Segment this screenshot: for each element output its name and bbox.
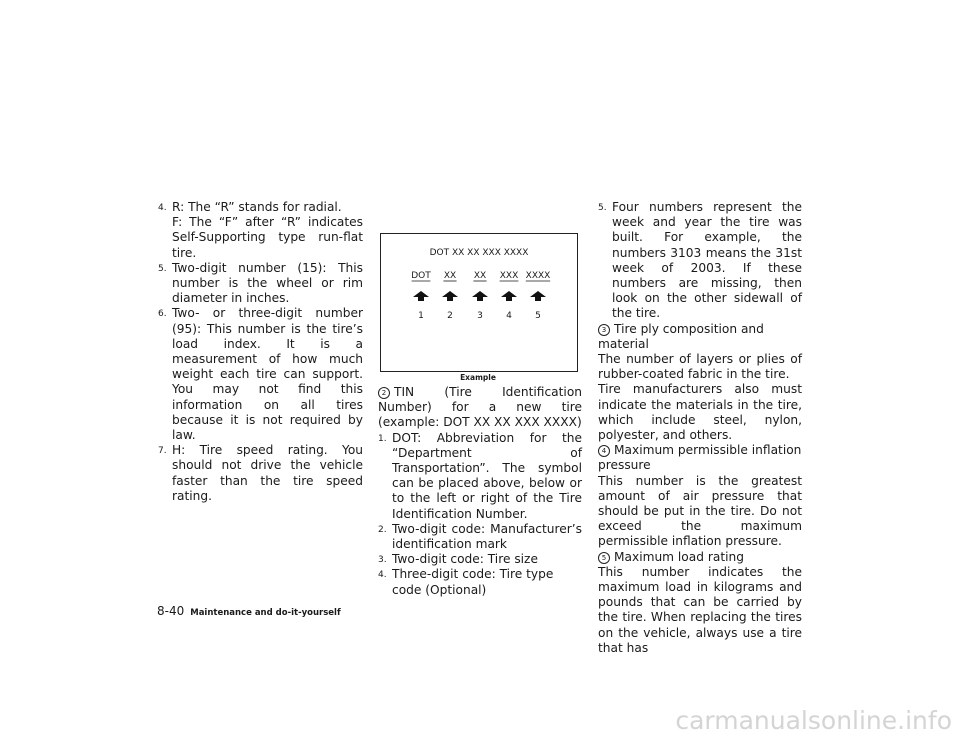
load-heading-text: Maximum load rating: [614, 549, 744, 564]
item-number: 5.: [598, 203, 607, 213]
item-number: 2.: [378, 524, 387, 535]
dot-diagram-svg: [381, 234, 577, 371]
paragraph: Tire manufacturers also must indicate the materials in the tire, which include steel, nylon, polyester, and others.: [598, 382, 802, 443]
circled-number-marker: 4: [598, 445, 610, 457]
list-item-5: [598, 200, 802, 322]
up-arrow-icon: [472, 291, 488, 301]
item-text: Two-digit code: Manufacturer’s identification mark: [392, 521, 582, 552]
left-column: [158, 200, 363, 504]
list-item-3: [378, 552, 582, 567]
right-column: [598, 200, 802, 656]
segment-number-1: 1: [418, 311, 424, 321]
up-arrow-icon: [501, 291, 517, 301]
item-number: 4.: [158, 203, 167, 213]
up-arrow-icon: [530, 291, 546, 301]
page-footer: [157, 604, 341, 618]
item-text: H: Tire speed rating. You should not drive the vehicle faster than the tire speed rating.: [172, 443, 363, 503]
list-item-6: [158, 306, 363, 443]
paragraph: This number indicates the maximum load in kilograms and pounds that can be carried by the tire. When replacing the tires on the vehicle, always use a tire that has: [598, 564, 802, 655]
circled-number-marker: 3: [598, 324, 610, 336]
diagram-top-text: DOT XX XX XXX XXXX: [429, 248, 529, 258]
inflation-heading: [598, 443, 802, 473]
segment-label-1: DOT: [411, 271, 431, 281]
tin-heading-text: TIN (Tire Identification Number) for a new tire (example: DOT XX XX XXX XXXX): [378, 385, 582, 430]
middle-column: [378, 385, 582, 598]
section-title: Maintenance and do-it-yourself: [190, 608, 341, 618]
item-text: Two-digit number (15): This number is the wheel or rim diameter in inches.: [172, 260, 363, 306]
item-number: 6.: [158, 309, 167, 320]
ply-heading-text: Tire ply composition and material: [598, 321, 764, 351]
diagram-caption: Example: [460, 373, 496, 382]
list-item-1: [378, 431, 582, 522]
tin-heading: [378, 385, 582, 431]
item-number: 4.: [378, 570, 387, 581]
item-number: 3.: [378, 555, 387, 566]
list-item-5: [158, 261, 363, 307]
up-arrow-icon: [442, 291, 458, 301]
load-heading: [598, 550, 802, 565]
item-number: 7.: [158, 446, 167, 457]
list-item-2: [378, 522, 582, 552]
segment-label-5: XXXX: [525, 271, 551, 281]
item-text: Three-digit code: Tire type code (Optional): [392, 567, 554, 597]
dot-code-diagram: [380, 233, 578, 372]
page-number: 8-40: [157, 604, 185, 618]
list-item-4: [158, 200, 363, 261]
paragraph: This number is the greatest amount of air pressure that should be put in the tire. Do not exceed the maximum permissible inflation pressure.: [598, 473, 802, 549]
item-number: 5.: [158, 263, 167, 274]
item-text: DOT: Abbreviation for the “Department of Transportation”. The symbol can be placed above, below or to the left or right of the Tire Identification Number.: [392, 430, 582, 521]
item-text: Two- or three-digit number (95): This number is the tire’s load index. It is a measurement of how much weight each tire can support. You may not find this information on all tires because it is not required by law.: [172, 306, 363, 443]
segment-label-3: XX: [473, 271, 487, 281]
item-text: R: The “R” stands for radial.: [172, 200, 342, 214]
segment-label-4: XXX: [499, 271, 519, 281]
segment-label-2: XX: [443, 271, 457, 281]
list-item-4: [378, 567, 582, 597]
watermark: carmanualsonline.info: [675, 706, 952, 735]
segment-number-4: 4: [506, 311, 512, 321]
diagram-segments: [411, 271, 550, 321]
circled-number-marker: 2: [378, 387, 390, 399]
inflation-heading-text: Maximum permissible inflation pressure: [598, 443, 802, 473]
item-text: Four numbers represent the week and year the tire was built. For example, the numbers 3103 means the 31st week of 2003. If these numbers are missing, then look on the other sidewall of the tire.: [612, 200, 802, 321]
circled-number-marker: 5: [598, 552, 610, 564]
segment-number-2: 2: [447, 311, 453, 321]
ply-heading: [598, 322, 802, 352]
segment-number-3: 3: [477, 311, 483, 321]
list-item-7: [158, 443, 363, 504]
item-text: Two-digit code: Tire size: [392, 552, 538, 567]
item-number: 1.: [378, 433, 387, 444]
paragraph: The number of layers or plies of rubber-coated fabric in the tire.: [598, 352, 802, 382]
segment-number-5: 5: [535, 311, 541, 321]
up-arrow-icon: [413, 291, 429, 301]
item-text: F: The “F” after “R” indicates Self-Supporting type run-flat tire.: [172, 215, 363, 260]
